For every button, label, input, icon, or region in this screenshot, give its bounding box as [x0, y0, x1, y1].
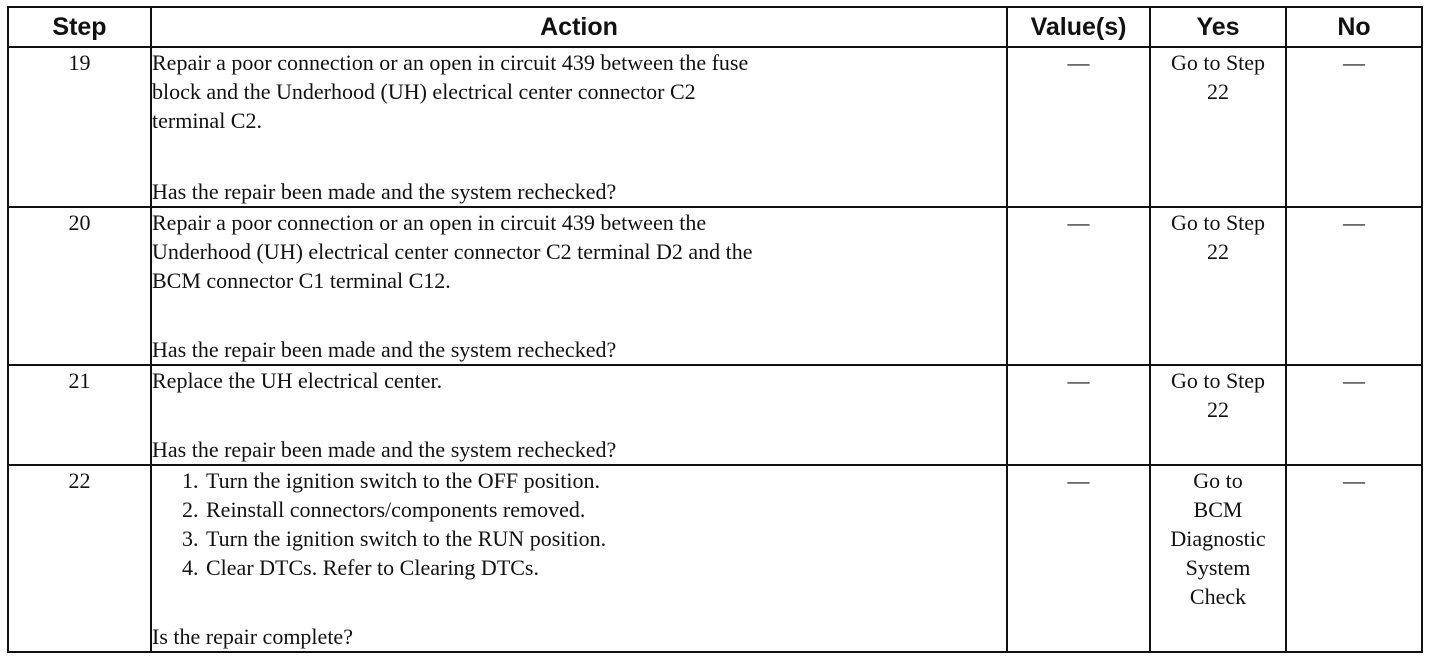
- action-instruction: Repair a poor connection or an open in circuit 439 between the fuse block and the Underhood (UH) electrical center connector C2 terminal C2.: [152, 50, 749, 133]
- action-question: Has the repair been made and the system rechecked?: [152, 179, 617, 204]
- action-question: Has the repair been made and the system rechecked?: [152, 437, 617, 462]
- value-cell: —: [1007, 365, 1150, 465]
- value-cell: —: [1007, 207, 1150, 365]
- no-cell: —: [1286, 47, 1422, 207]
- yes-result: Go to Step 22: [1170, 210, 1266, 264]
- no-cell: —: [1286, 207, 1422, 365]
- yes-cell: [1150, 47, 1286, 207]
- table-row: [8, 47, 1422, 207]
- substep-item: 2. Reinstall connectors/components removed.: [204, 495, 1006, 524]
- yes-result: Go to Step 22: [1170, 368, 1266, 422]
- yes-result: Go to Step 22: [1170, 50, 1266, 104]
- substep-item: 3. Turn the ignition switch to the RUN position.: [204, 524, 1006, 553]
- header-row: [8, 7, 1422, 47]
- action-cell: [151, 365, 1007, 465]
- value-cell: —: [1007, 47, 1150, 207]
- action-cell: [151, 47, 1007, 207]
- yes-cell: [1150, 465, 1286, 652]
- action-cell: [151, 207, 1007, 365]
- header-step: Step: [8, 7, 151, 47]
- table-row: [8, 465, 1422, 652]
- action-cell: [151, 465, 1007, 652]
- yes-cell: [1150, 365, 1286, 465]
- value-cell: —: [1007, 465, 1150, 652]
- action-instruction: Replace the UH electrical center.: [152, 368, 443, 393]
- step-number: 21: [8, 365, 151, 465]
- yes-cell: [1150, 207, 1286, 365]
- no-cell: —: [1286, 465, 1422, 652]
- yes-result: Go to BCM Diagnostic System Check: [1170, 468, 1266, 609]
- diagnostic-steps-table: [7, 6, 1423, 653]
- step-number: 20: [8, 207, 151, 365]
- action-instruction: Repair a poor connection or an open in circuit 439 between the Underhood (UH) electrical center connector C2 terminal D2 and the BCM connector C1 terminal C12.: [152, 210, 753, 293]
- header-no: No: [1286, 7, 1422, 47]
- step-number: 19: [8, 47, 151, 207]
- action-question: Is the repair complete?: [152, 624, 353, 649]
- substep-item: 4. Clear DTCs. Refer to Clearing DTCs.: [204, 553, 1006, 582]
- substep-item: 1. Turn the ignition switch to the OFF position.: [204, 466, 1006, 495]
- table-row: [8, 207, 1422, 365]
- step-number: 22: [8, 465, 151, 652]
- diagnostic-table-container: [7, 6, 1421, 653]
- action-question: Has the repair been made and the system rechecked?: [152, 337, 617, 362]
- header-action: Action: [151, 7, 1007, 47]
- header-yes: Yes: [1150, 7, 1286, 47]
- no-cell: —: [1286, 365, 1422, 465]
- table-row: [8, 365, 1422, 465]
- substep-list: [152, 466, 1006, 582]
- header-values: Value(s): [1007, 7, 1150, 47]
